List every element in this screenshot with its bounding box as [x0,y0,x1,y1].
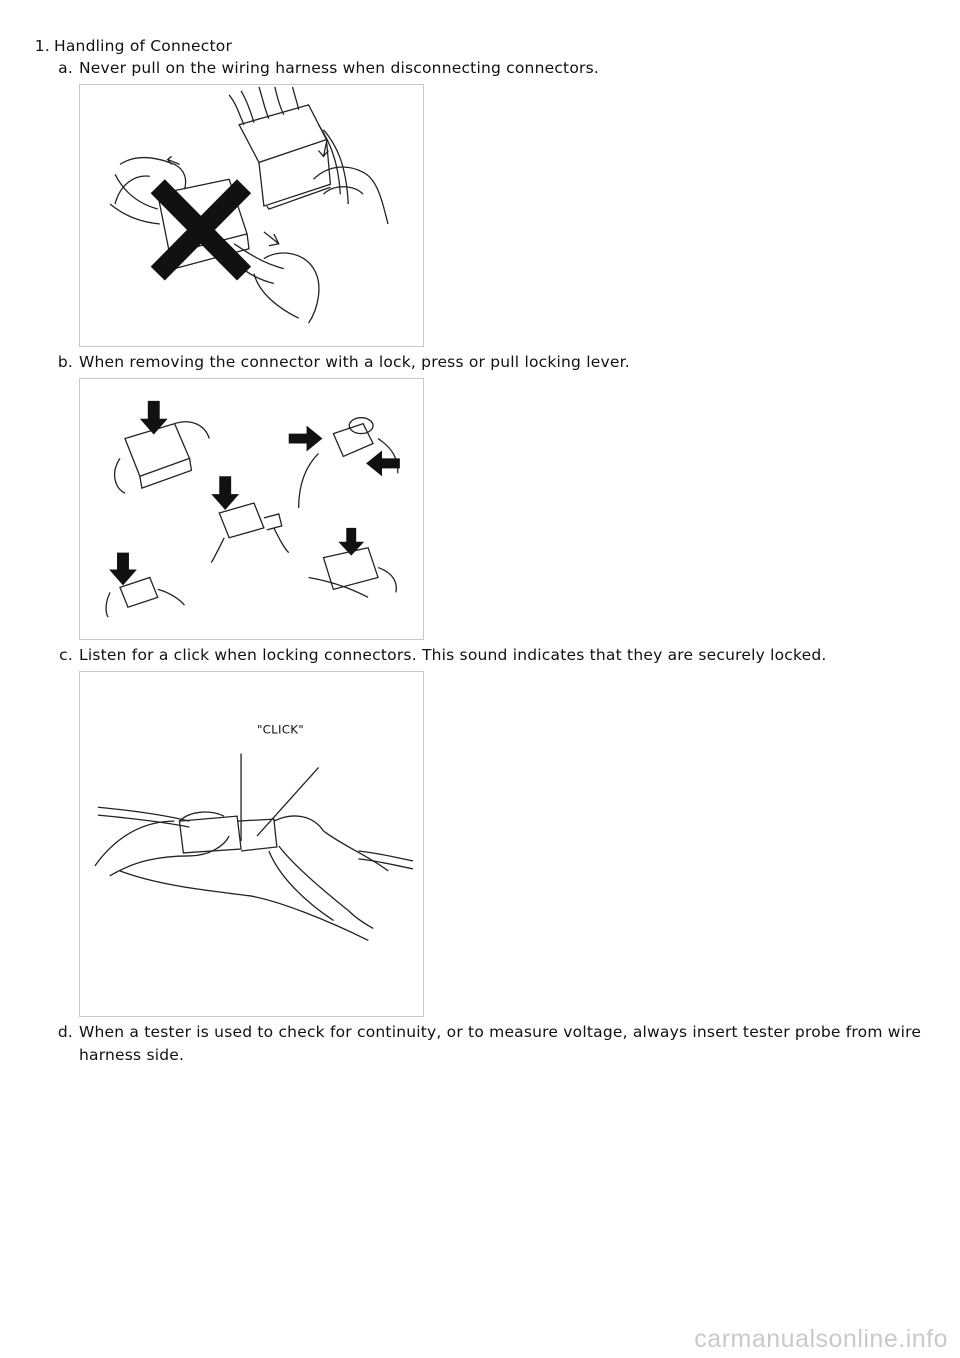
item-c-text: Listen for a click when locking connectors. This sound indicates that they are securely locked. [79,646,827,664]
figure-pull-wiring-harness [79,84,424,347]
figure-click-locking [79,671,424,1017]
item-d-letter: d. [57,1023,73,1041]
item-a-letter: a. [58,59,73,77]
item-d-text-line2: harness side. [79,1046,185,1064]
click-locking-illustration [80,672,423,1016]
click-label: "CLICK" [256,722,304,737]
figure-locking-lever [79,378,424,640]
item-c-letter: c. [59,646,73,664]
section-number: 1. [34,37,50,55]
watermark-footer[interactable]: carmanualsonline.info [694,1325,948,1353]
locking-lever-illustration [80,379,423,639]
pull-harness-illustration [80,85,423,346]
item-b-letter: b. [57,353,73,371]
item-b-text: When removing the connector with a lock, press or pull locking lever. [79,353,630,371]
item-d-text-line1: When a tester is used to check for continuity, or to measure voltage, always insert tester probe from wire [79,1023,922,1041]
item-a-text: Never pull on the wiring harness when disconnecting connectors. [79,59,599,77]
section-title: Handling of Connector [54,37,233,55]
